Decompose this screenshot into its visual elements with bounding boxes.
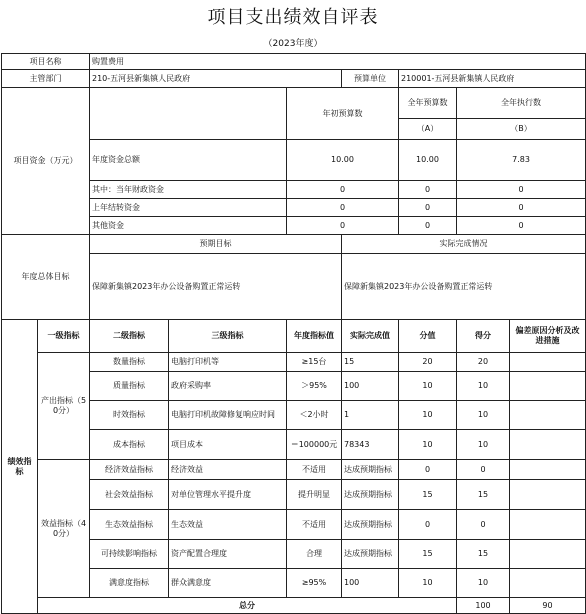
funds-executed: 0 <box>457 217 586 235</box>
indicator-reason <box>510 569 586 598</box>
header-level3: 三级指标 <box>169 320 287 353</box>
indicator-score: 0 <box>399 510 457 540</box>
expected-goal-header: 预期目标 <box>90 235 342 254</box>
indicator-level2: 生态效益指标 <box>90 510 169 540</box>
indicator-level2: 社会效益指标 <box>90 480 169 510</box>
indicator-got: 0 <box>457 510 510 540</box>
indicator-level2: 时效指标 <box>90 401 169 430</box>
expected-goal-text: 保障新集镇2023年办公设备购置正常运转 <box>90 254 342 320</box>
funds-row-label: 其他资金 <box>90 217 287 235</box>
indicator-actual: 达成预期指标 <box>342 510 399 540</box>
goals-content-row <box>2 254 586 320</box>
funds-annual: 0 <box>399 217 457 235</box>
indicator-row <box>2 480 586 510</box>
indicator-target: ＞95% <box>287 372 342 401</box>
indicator-reason <box>510 460 586 480</box>
header-got: 得分 <box>457 320 510 353</box>
indicator-level2: 数量指标 <box>90 353 169 372</box>
indicator-reason <box>510 540 586 569</box>
indicator-target: 合理 <box>287 540 342 569</box>
indicator-target: ＝100000元 <box>287 430 342 460</box>
indicator-actual: 达成预期指标 <box>342 540 399 569</box>
indicator-actual: 100 <box>342 569 399 598</box>
total-row <box>2 598 586 614</box>
col-annual-budget: 全年预算数 <box>399 88 457 119</box>
indicator-level3: 群众满意度 <box>169 569 287 598</box>
total-score: 100 <box>457 598 510 614</box>
project-name-value: 购置费用 <box>90 54 586 70</box>
year-label: （2023年度） <box>263 39 323 49</box>
indicator-level3: 生态效益 <box>169 510 287 540</box>
indicator-got: 15 <box>457 540 510 569</box>
funds-initial: 10.00 <box>287 140 399 181</box>
header-reason: 偏差原因分析及改进措施 <box>510 320 586 353</box>
indicator-reason <box>510 510 586 540</box>
funds-initial: 0 <box>287 199 399 217</box>
indicator-level3: 电脑打印机等 <box>169 353 287 372</box>
indicator-target: ≥15台 <box>287 353 342 372</box>
header-level2: 二级指标 <box>90 320 169 353</box>
dept-label: 主管部门 <box>2 70 90 88</box>
indicator-got: 10 <box>457 401 510 430</box>
actual-result-text: 保障新集镇2023年办公设备购置正常运转 <box>342 254 586 320</box>
funds-row <box>2 140 586 181</box>
indicator-row <box>2 430 586 460</box>
header-actual: 实际完成值 <box>342 320 399 353</box>
funds-row <box>2 199 586 217</box>
header-level1: 一级指标 <box>38 320 90 353</box>
unit-value: 210001-五河县新集镇人民政府 <box>399 70 586 88</box>
dept-value: 210-五河县新集镇人民政府 <box>90 70 342 88</box>
indicator-reason <box>510 401 586 430</box>
indicator-level3: 项目成本 <box>169 430 287 460</box>
indicator-target: ＜2小时 <box>287 401 342 430</box>
indicator-reason <box>510 353 586 372</box>
indicator-level2: 质量指标 <box>90 372 169 401</box>
funds-row <box>2 181 586 199</box>
indicator-actual: 达成预期指标 <box>342 460 399 480</box>
indicator-level2: 可持续影响指标 <box>90 540 169 569</box>
funds-annual: 10.00 <box>399 140 457 181</box>
indicator-reason <box>510 430 586 460</box>
project-name-row <box>2 54 586 70</box>
indicator-got: 10 <box>457 372 510 401</box>
output-indicators-label: 产出指标（50分） <box>38 353 90 460</box>
indicator-reason <box>510 480 586 510</box>
col-annual-sub: （A） <box>399 119 457 140</box>
header-target: 年度指标值 <box>287 320 342 353</box>
indicator-target: ≥95% <box>287 569 342 598</box>
performance-indicators-label: 绩效指标 <box>2 320 38 614</box>
funds-row-label: 其中：当年财政资金 <box>90 181 287 199</box>
funds-executed: 0 <box>457 199 586 217</box>
indicator-level3: 经济效益 <box>169 460 287 480</box>
funds-executed: 7.83 <box>457 140 586 181</box>
page-title: 项目支出绩效自评表 <box>207 7 379 28</box>
indicator-level3: 资产配置合理度 <box>169 540 287 569</box>
col-initial-budget: 年初预算数 <box>287 88 399 140</box>
indicator-row <box>2 460 586 480</box>
total-label: 总分 <box>38 598 457 614</box>
indicator-actual: 100 <box>342 372 399 401</box>
indicator-score: 15 <box>399 480 457 510</box>
project-name-label: 项目名称 <box>2 54 90 70</box>
indicator-score: 10 <box>399 430 457 460</box>
indicator-score: 10 <box>399 372 457 401</box>
header-score: 分值 <box>399 320 457 353</box>
indicator-score: 10 <box>399 401 457 430</box>
total-got: 90 <box>510 598 586 614</box>
indicator-got: 15 <box>457 480 510 510</box>
indicator-row <box>2 353 586 372</box>
goals-label: 年度总体目标 <box>2 235 90 320</box>
indicator-score: 20 <box>399 353 457 372</box>
indicator-target: 不适用 <box>287 510 342 540</box>
indicator-got: 10 <box>457 569 510 598</box>
col-executed-sub: （B） <box>457 119 586 140</box>
indicator-level2: 经济效益指标 <box>90 460 169 480</box>
indicator-level3: 电脑打印机故障修复响应时间 <box>169 401 287 430</box>
indicator-row <box>2 569 586 598</box>
indicator-got: 10 <box>457 430 510 460</box>
indicator-score: 10 <box>399 569 457 598</box>
indicator-actual: 1 <box>342 401 399 430</box>
indicator-level3: 对单位管理水平提升度 <box>169 480 287 510</box>
funds-annual: 0 <box>399 199 457 217</box>
dept-row <box>2 70 586 88</box>
evaluation-table <box>1 53 586 614</box>
unit-label: 预算单位 <box>342 70 399 88</box>
indicator-level3: 政府采购率 <box>169 372 287 401</box>
goals-header-row <box>2 235 586 254</box>
indicator-actual: 达成预期指标 <box>342 480 399 510</box>
indicator-row <box>2 510 586 540</box>
funds-header-row <box>2 88 586 119</box>
indicator-row <box>2 540 586 569</box>
funds-initial: 0 <box>287 217 399 235</box>
indicator-actual: 15 <box>342 353 399 372</box>
indicator-score: 0 <box>399 460 457 480</box>
funds-executed: 0 <box>457 181 586 199</box>
indicator-level2: 成本指标 <box>90 430 169 460</box>
effect-indicators-label: 效益指标（40分） <box>38 460 90 598</box>
indicator-reason <box>510 372 586 401</box>
funds-label: 项目资金（万元） <box>2 88 90 235</box>
indicator-got: 20 <box>457 353 510 372</box>
funds-row-label: 上年结转资金 <box>90 199 287 217</box>
indicator-header-row <box>2 320 586 353</box>
indicator-score: 15 <box>399 540 457 569</box>
funds-annual: 0 <box>399 181 457 199</box>
funds-initial: 0 <box>287 181 399 199</box>
indicator-target: 提升明显 <box>287 480 342 510</box>
indicator-level2: 满意度指标 <box>90 569 169 598</box>
indicator-actual: 78343 <box>342 430 399 460</box>
actual-result-header: 实际完成情况 <box>342 235 586 254</box>
indicator-row <box>2 372 586 401</box>
funds-row-label: 年度资金总额 <box>90 140 287 181</box>
indicator-target: 不适用 <box>287 460 342 480</box>
col-executed: 全年执行数 <box>457 88 586 119</box>
funds-row <box>2 217 586 235</box>
indicator-got: 0 <box>457 460 510 480</box>
indicator-row <box>2 401 586 430</box>
